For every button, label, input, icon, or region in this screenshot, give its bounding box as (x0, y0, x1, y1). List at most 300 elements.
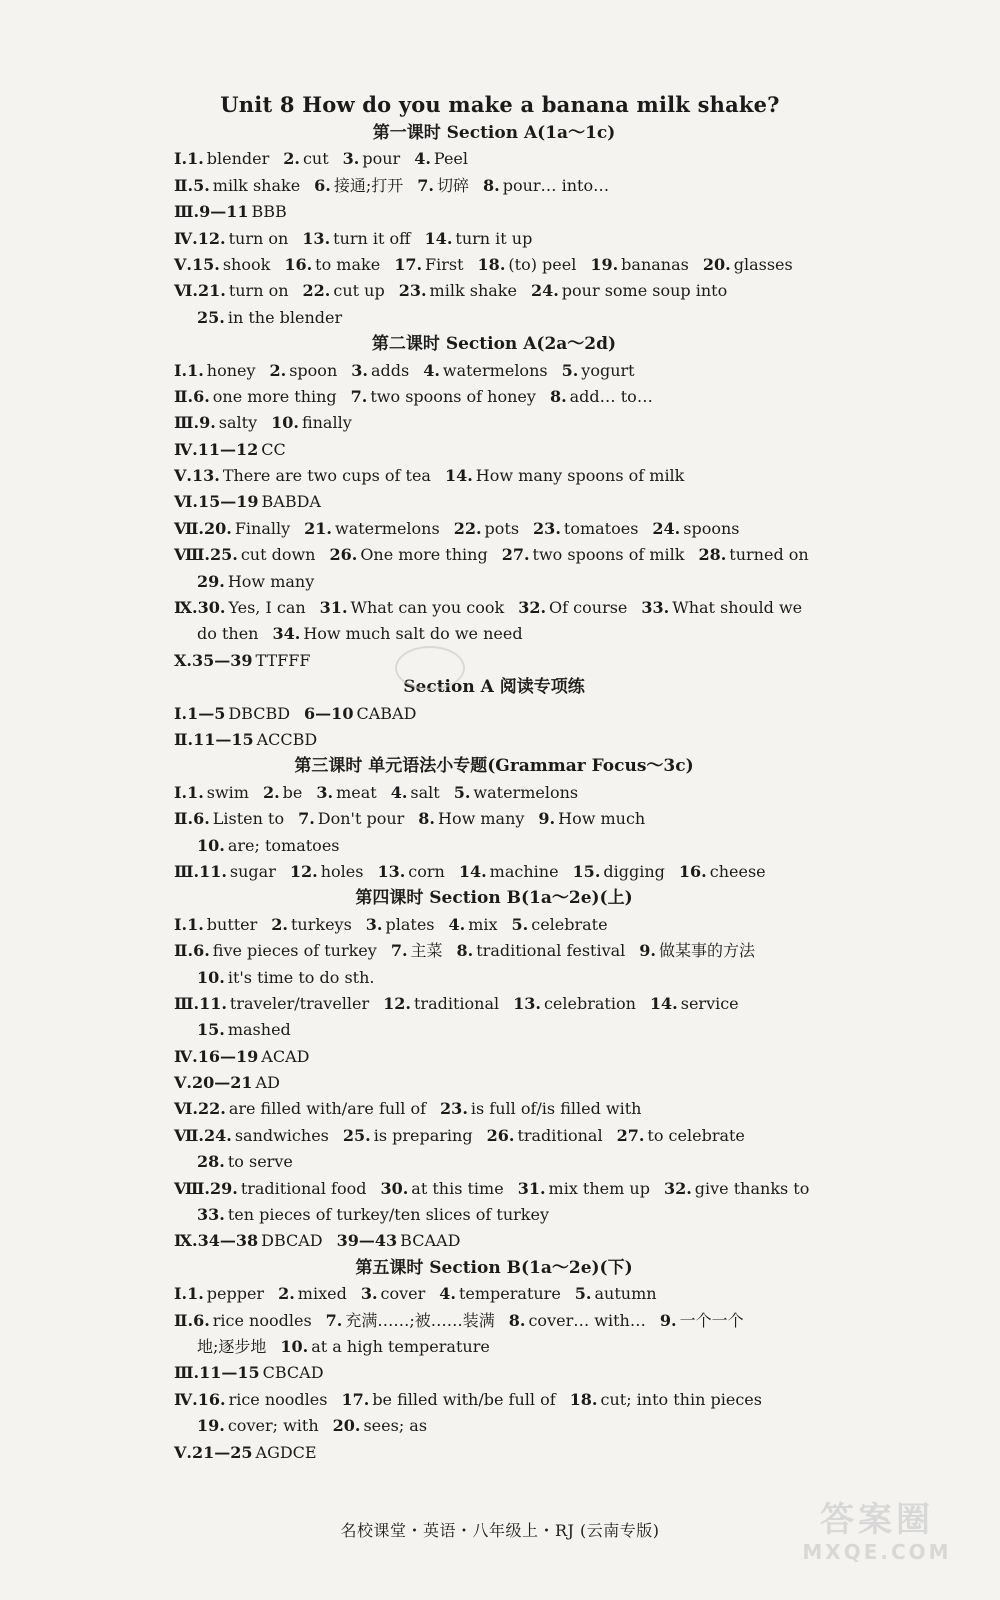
question-number: 12. (383, 993, 411, 1013)
answer-text: What can you cook (350, 598, 505, 618)
roman-numeral: Ⅲ. (174, 861, 200, 881)
answer-line (174, 437, 814, 463)
answer-line (174, 410, 814, 436)
answer-item (272, 624, 522, 643)
answer-text: Don't pour (317, 809, 405, 829)
answer-item (531, 281, 727, 300)
question-number: 15. (191, 254, 220, 274)
answer-text: temperature (458, 1284, 561, 1304)
answer-line (174, 648, 814, 674)
answer-item (278, 1284, 347, 1303)
answer-line (174, 542, 814, 568)
answer-text: CABAD (356, 703, 417, 723)
answer-text: is full of/is filled with (470, 1099, 642, 1119)
answer-text: watermelons (442, 360, 548, 380)
question-number: 9. (659, 1310, 677, 1330)
answer-item (366, 915, 435, 934)
roman-numeral: Ⅹ. (174, 650, 192, 670)
question-number: 19. (590, 254, 619, 274)
answer-item (192, 255, 270, 274)
section-heading: 第三课时 单元语法小专题(Grammar Focus～3c) (294, 756, 694, 777)
answer-line (174, 226, 814, 252)
answer-line (174, 384, 814, 410)
answer-text: cut; into thin pieces (600, 1389, 762, 1409)
question-number: 3. (316, 782, 334, 802)
answer-text: be filled with/be full of (372, 1389, 556, 1409)
answer-item (562, 361, 635, 380)
question-number: 16. (197, 1389, 226, 1409)
answer-text: five pieces of turkey (212, 941, 377, 961)
answer-line (174, 780, 814, 806)
answer-item (192, 651, 310, 670)
question-number: 12. (289, 861, 318, 881)
question-number: 20. (203, 518, 232, 538)
answer-line (174, 1387, 814, 1413)
question-number: 7. (417, 175, 434, 195)
answer-text: are filled with/are full of (228, 1099, 427, 1119)
answer-item (459, 862, 559, 881)
answer-text: cover… with… (528, 1310, 646, 1330)
answer-text: DBCBD (228, 703, 291, 723)
answer-text: traditional (517, 1125, 603, 1145)
answer-item (204, 519, 290, 538)
question-number: 30. (380, 1178, 409, 1198)
answer-text: How much salt do we need (303, 624, 523, 644)
question-number: 29. (209, 1178, 238, 1198)
question-number: 8. (549, 386, 567, 406)
answer-item (425, 229, 533, 248)
answer-text: turned on (729, 545, 809, 565)
answer-text: meat (336, 782, 377, 802)
answer-item (192, 1443, 317, 1462)
section-heading: 第一课时 Section A(1a～1c) (372, 123, 616, 143)
answer-item (423, 361, 547, 380)
answer-item (341, 1390, 555, 1409)
answer-text: mashed (227, 1020, 291, 1040)
answer-line (174, 278, 814, 304)
question-number: 34—38 (197, 1231, 259, 1251)
answer-item (198, 281, 289, 300)
question-number: 6. (314, 175, 331, 195)
answer-text: pour some soup into (561, 281, 728, 301)
watermark-bottom-text: MXQE.COM (802, 1540, 952, 1564)
answer-text: blender (206, 149, 270, 169)
roman-numeral: Ⅱ. (174, 175, 194, 195)
answer-text: traditional food (240, 1178, 367, 1198)
answer-item (440, 1099, 641, 1118)
answer-text: pepper (206, 1284, 265, 1304)
answer-item (414, 149, 468, 168)
question-number: 24. (530, 281, 559, 301)
question-number: 29. (197, 571, 225, 591)
question-number: 7. (325, 1310, 343, 1330)
answer-item (192, 1073, 280, 1092)
answer-text: service (680, 993, 739, 1013)
answer-item (198, 229, 289, 248)
answer-item (198, 1099, 426, 1118)
answer-line (174, 1123, 814, 1149)
answer-text: Yes, I can (228, 598, 306, 618)
question-number: 24. (203, 1125, 232, 1145)
question-number: 14. (444, 466, 473, 486)
question-number: 5. (574, 1284, 592, 1304)
answer-item (650, 994, 739, 1013)
answer-item (199, 994, 369, 1013)
answer-item (283, 149, 328, 168)
question-number: 14. (424, 228, 453, 248)
roman-numeral: Ⅵ. (174, 1099, 198, 1119)
question-number: 15—19 (197, 492, 259, 512)
question-number: 1. (187, 782, 204, 802)
answer-text: milk shake (429, 281, 517, 301)
answer-line (174, 1176, 814, 1202)
question-number: 11. (199, 861, 227, 881)
answer-text: turn it up (455, 228, 533, 248)
question-number: 13. (377, 861, 406, 881)
question-number: 8. (456, 941, 474, 961)
answer-text: at a high temperature (311, 1336, 490, 1356)
answer-text: DBCAD (261, 1231, 323, 1251)
question-number: 5. (511, 914, 529, 934)
question-number: 18. (477, 254, 506, 274)
answer-item (198, 1390, 328, 1409)
answer-item (193, 1311, 312, 1330)
answer-text: to celebrate (647, 1125, 745, 1145)
answer-item (399, 281, 517, 300)
answer-text: add… to… (569, 386, 653, 406)
answer-item (320, 598, 505, 617)
question-number: 9. (639, 941, 656, 961)
question-number: 19. (197, 1416, 225, 1436)
question-number: 1. (187, 149, 204, 169)
answer-item (290, 862, 364, 881)
answer-text: ten pieces of turkey/ten slices of turkey (227, 1205, 549, 1225)
question-number: 31. (517, 1178, 546, 1198)
answer-item (193, 809, 284, 828)
question-number: 16—19 (197, 1046, 259, 1066)
answer-line (174, 1202, 814, 1228)
answer-item (361, 1284, 425, 1303)
question-number: 39—43 (336, 1231, 398, 1251)
answer-item (280, 1337, 489, 1356)
roman-numeral: Ⅱ. (174, 809, 194, 829)
answer-line (174, 621, 814, 647)
question-number: 27. (501, 545, 530, 565)
answer-text: One more thing (360, 545, 488, 565)
answer-item (197, 836, 340, 855)
question-number: 33. (197, 1205, 225, 1225)
roman-numeral: Ⅰ. (174, 149, 188, 169)
question-number: 15. (572, 861, 601, 881)
question-number: 34. (272, 624, 301, 644)
question-number: 6. (193, 809, 210, 829)
answer-item (439, 1284, 561, 1303)
answer-text: butter (206, 914, 258, 934)
section-heading: 第五课时 Section B(1a～2e)(下) (355, 1257, 633, 1278)
question-number: 15. (197, 1020, 225, 1040)
answer-item (197, 308, 342, 327)
roman-numeral: Ⅲ. (174, 202, 200, 222)
question-number: 9. (538, 809, 556, 829)
question-number: 1. (187, 1284, 204, 1304)
answer-text: CBCAD (262, 1363, 324, 1383)
question-number: 31. (319, 598, 348, 618)
answer-item (263, 783, 302, 802)
answer-line (174, 199, 814, 225)
answer-text: in the blender (227, 307, 343, 327)
roman-numeral: Ⅲ. (174, 993, 200, 1013)
answer-item (502, 545, 685, 564)
question-number: 10. (271, 413, 299, 433)
answer-text: cut (302, 149, 329, 169)
answer-text: 一个一个 (679, 1310, 744, 1330)
answer-item (198, 1231, 323, 1250)
roman-numeral: Ⅶ. (174, 518, 204, 538)
answer-text: turn it off (333, 228, 411, 248)
answer-item (351, 387, 536, 406)
roman-numeral: Ⅰ. (174, 1284, 188, 1304)
answer-item (337, 1231, 461, 1250)
answer-line (174, 1096, 814, 1122)
roman-numeral: Ⅵ. (174, 281, 198, 301)
answer-text: mix them up (548, 1178, 650, 1198)
answer-text: AGDCE (255, 1442, 317, 1462)
question-number: 13. (191, 466, 220, 486)
answer-item (197, 624, 258, 643)
answer-text: celebration (543, 993, 636, 1013)
question-number: 13. (302, 228, 331, 248)
answer-item (197, 572, 314, 591)
answer-text: salt (410, 782, 440, 802)
answer-item (198, 492, 321, 511)
answer-text: yogurt (581, 360, 635, 380)
roman-numeral: Ⅰ. (174, 914, 188, 934)
answer-line (174, 146, 814, 172)
answer-text: give thanks to (694, 1178, 810, 1198)
question-number: 21. (197, 281, 226, 301)
answer-text: holes (320, 861, 364, 881)
question-number: 16. (678, 861, 707, 881)
answer-item (304, 704, 416, 723)
answer-item (210, 1179, 366, 1198)
question-number: 22. (197, 1099, 226, 1119)
answer-item (316, 783, 376, 802)
answer-text: do then (197, 624, 259, 644)
question-number: 20—21 (191, 1073, 253, 1093)
answer-text: corn (408, 861, 445, 881)
question-number: 6—10 (304, 703, 354, 723)
question-number: 4. (414, 149, 431, 169)
answer-item (550, 387, 653, 406)
question-number: 30. (197, 598, 226, 618)
answer-item (377, 862, 444, 881)
roman-numeral: Ⅲ. (174, 413, 200, 433)
question-number: 1—5 (187, 703, 226, 723)
answer-text: pots (484, 518, 520, 538)
question-number: 21—25 (191, 1442, 253, 1462)
answer-item (198, 598, 306, 617)
answer-item (193, 176, 300, 195)
answer-item (271, 413, 352, 432)
question-number: 6. (193, 941, 210, 961)
question-number: 16. (284, 254, 313, 274)
question-number: 22. (302, 281, 331, 301)
answer-text: tomatoes (563, 518, 639, 538)
answer-item (391, 783, 440, 802)
answer-line (174, 1228, 814, 1254)
answer-item (193, 730, 317, 749)
roman-numeral: Ⅱ. (174, 729, 194, 749)
roman-numeral: Ⅴ. (174, 466, 192, 486)
question-number: 9. (199, 413, 216, 433)
answer-item (303, 281, 385, 300)
question-number: 14. (649, 993, 678, 1013)
question-number: 4. (439, 1284, 456, 1304)
question-number: 3. (351, 360, 368, 380)
question-number: 11—15 (199, 1363, 260, 1383)
question-number: 10. (197, 967, 225, 987)
answer-item (590, 255, 689, 274)
answer-item (639, 941, 755, 960)
answer-text: Listen to (212, 809, 285, 829)
answer-text: traveler/traveller (229, 993, 370, 1013)
answer-line (174, 1044, 814, 1070)
answer-item (343, 1126, 473, 1145)
answer-text: CC (261, 439, 286, 459)
answer-item (187, 1284, 264, 1303)
answer-text: turkeys (291, 914, 352, 934)
roman-numeral: Ⅵ. (174, 492, 198, 512)
answer-item (538, 809, 645, 828)
answer-text: What should we (672, 598, 803, 618)
roman-numeral: Ⅶ. (174, 1125, 204, 1145)
answer-text: salty (218, 413, 258, 433)
answer-item (533, 519, 638, 538)
answer-item (197, 1205, 549, 1224)
answer-line (174, 727, 814, 753)
question-number: 25. (209, 545, 238, 565)
answer-line (174, 595, 814, 621)
roman-numeral: Ⅳ. (174, 1389, 198, 1409)
roman-numeral: Ⅳ. (174, 439, 198, 459)
roman-numeral: Ⅷ. (174, 545, 210, 565)
answer-item (298, 809, 404, 828)
roman-numeral: Ⅸ. (174, 598, 198, 618)
question-number: 14. (458, 861, 487, 881)
question-number: 3. (360, 1284, 378, 1304)
roman-numeral: Ⅴ. (174, 1073, 192, 1093)
answer-text: pour (362, 149, 401, 169)
answer-text: to serve (227, 1152, 293, 1172)
answer-item (343, 149, 401, 168)
answer-item (187, 704, 290, 723)
question-number: 2. (269, 360, 287, 380)
answer-item (512, 915, 608, 934)
answer-text: cover; with (227, 1416, 319, 1436)
answer-text: How many spoons of milk (475, 466, 685, 486)
answer-item (197, 1337, 266, 1356)
answer-line (174, 701, 814, 727)
answer-item (199, 1363, 323, 1382)
answer-text: cheese (709, 861, 766, 881)
answer-text: 主菜 (410, 941, 443, 961)
answer-line (174, 569, 814, 595)
answer-item (326, 1311, 495, 1330)
answer-item (187, 149, 269, 168)
answer-line (174, 859, 814, 885)
answer-item (199, 413, 257, 432)
answer-text: BABDA (261, 492, 321, 512)
question-number: 32. (663, 1178, 692, 1198)
question-number: 35—39 (191, 650, 253, 670)
answer-text: spoon (289, 360, 338, 380)
answer-text: it's time to do sth. (227, 967, 375, 987)
question-number: 7. (350, 386, 368, 406)
roman-numeral: Ⅳ. (174, 228, 198, 248)
unit-title: Unit 8 How do you make a banana milk shake? (220, 92, 780, 117)
answer-item (652, 519, 739, 538)
answer-text: 接通;打开 (333, 175, 404, 195)
answer-text: swim (206, 782, 249, 802)
question-number: 32. (518, 598, 547, 618)
question-number: 12. (197, 228, 226, 248)
answer-line (174, 463, 814, 489)
answer-line (174, 1360, 814, 1386)
answer-text: BBB (251, 202, 287, 222)
answer-text: milk shake (212, 175, 301, 195)
section-heading: 第二课时 Section A(2a～2d) (371, 334, 617, 355)
answer-item (478, 255, 577, 274)
question-number: 28. (698, 545, 727, 565)
roman-numeral: Ⅲ. (174, 1363, 200, 1383)
question-number: 2. (262, 782, 280, 802)
answer-text: celebrate (531, 914, 608, 934)
answer-text: mix (468, 914, 498, 934)
answer-item (210, 545, 316, 564)
answer-item (198, 440, 286, 459)
answer-text: are; tomatoes (227, 835, 340, 855)
question-number: 17. (341, 1389, 370, 1409)
answer-text: (to) peel (508, 254, 577, 274)
answer-text: to make (315, 254, 381, 274)
answer-item (192, 466, 431, 485)
question-number: 2. (283, 149, 300, 169)
answer-item (270, 361, 338, 380)
answer-text: glasses (733, 254, 793, 274)
answer-text: rice noodles (212, 1310, 312, 1330)
question-number: 28. (197, 1152, 225, 1172)
answer-text: sees; as (363, 1416, 428, 1436)
answer-item (394, 255, 463, 274)
question-number: 21. (304, 518, 332, 538)
question-number: 10. (280, 1336, 309, 1356)
answer-text: 充满……;被……装满 (345, 1310, 495, 1330)
answer-line (174, 173, 814, 199)
answer-item (380, 1179, 503, 1198)
answer-item (454, 783, 578, 802)
answer-line (174, 489, 814, 515)
answer-item (187, 361, 255, 380)
answer-text: 切碎 (436, 175, 469, 195)
answer-item (617, 1126, 745, 1145)
answer-item (703, 255, 793, 274)
answer-text: How many (227, 571, 315, 591)
answer-item (454, 519, 519, 538)
answer-text: pour… into… (502, 175, 610, 195)
question-number: 9—11 (199, 202, 249, 222)
question-number: 25. (342, 1125, 371, 1145)
answer-item (570, 1390, 762, 1409)
